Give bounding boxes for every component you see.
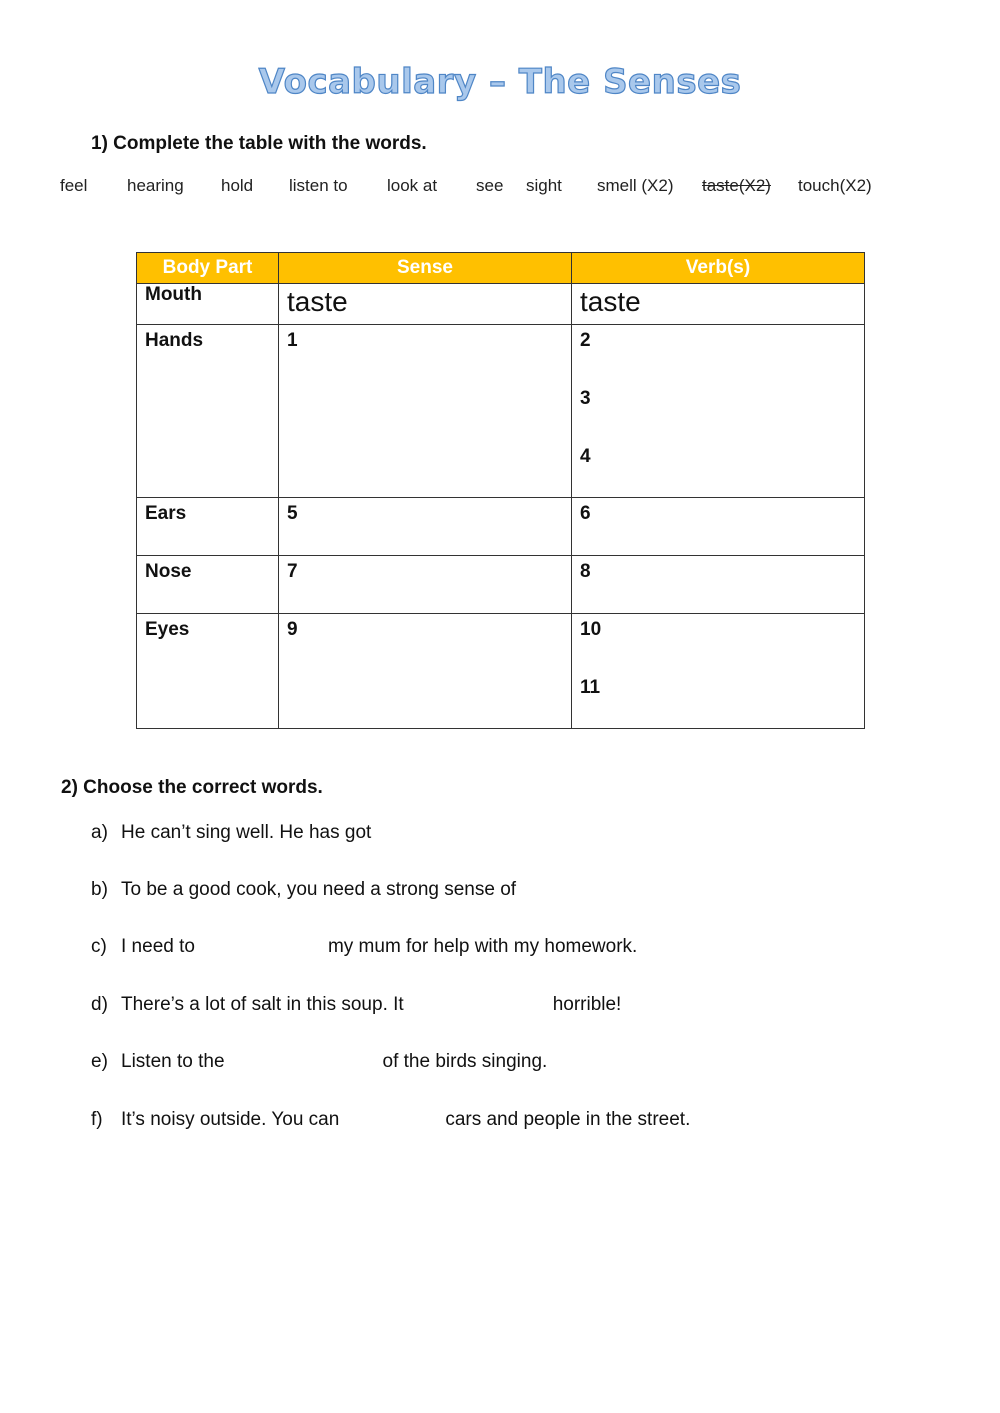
header-verbs: Verb(s) [572, 253, 865, 284]
page-title: Vocabulary – The Senses [258, 62, 742, 102]
verb-cell [572, 556, 865, 614]
question-letter: e) [91, 1051, 108, 1072]
header-sense: Sense [279, 253, 572, 284]
question-text-end: of the birds singing. [382, 1051, 548, 1072]
question-text: He can’t sing well. He has got [121, 822, 372, 843]
question-letter: a) [91, 822, 108, 843]
sense-cell [279, 498, 572, 556]
body-part-label: Nose [145, 561, 192, 582]
word-bank-item: hold [221, 176, 254, 195]
body-part-cell [137, 325, 279, 498]
answer-slot[interactable]: 9 [287, 619, 298, 640]
body-part-label: Hands [145, 330, 204, 351]
question-text-end: cars and people in the street. [445, 1109, 691, 1130]
question-item [91, 936, 637, 958]
question-text-end: horrible! [552, 994, 622, 1015]
answer-slot[interactable]: 4 [580, 446, 591, 467]
word-bank-item: see [476, 176, 504, 195]
question-item [91, 1109, 690, 1131]
answer-slot[interactable]: 7 [287, 561, 298, 582]
answer-slot[interactable]: 3 [580, 388, 591, 409]
question-letter: d) [91, 994, 108, 1015]
question-text: To be a good cook, you need a strong sense of [121, 879, 517, 900]
word-bank-item-crossed-out: taste(X2) [702, 176, 771, 195]
senses-table [136, 252, 865, 729]
table-row-mouth [137, 284, 865, 325]
verb-cell [572, 325, 865, 498]
table-row-nose [137, 556, 865, 614]
sense-cell [279, 325, 572, 498]
verb-cell [572, 498, 865, 556]
table-row-ears [137, 498, 865, 556]
question-item [91, 1051, 547, 1073]
question-letter: c) [91, 936, 107, 957]
body-part-cell [137, 498, 279, 556]
verb-cell [572, 614, 865, 729]
body-part-label: Eyes [145, 619, 190, 640]
answer-slot[interactable]: 10 [580, 619, 602, 640]
question-text: There’s a lot of salt in this soup. It [121, 994, 404, 1015]
sense-cell [279, 614, 572, 729]
question-item [91, 879, 516, 901]
answer-slot[interactable]: 5 [287, 503, 298, 524]
word-bank-item: listen to [289, 176, 348, 195]
body-part-label: Ears [145, 503, 187, 524]
question-item [91, 994, 621, 1016]
question-text: It’s noisy outside. You can [121, 1109, 340, 1130]
sense-cell [279, 556, 572, 614]
answer-slot[interactable]: 1 [287, 330, 298, 351]
answer-slot[interactable]: 11 [580, 677, 601, 698]
word-bank-item: look at [387, 176, 438, 195]
word-bank-item: hearing [127, 176, 184, 195]
table-header-row [137, 253, 865, 284]
question-text-end: my mum for help with my homework. [327, 936, 638, 957]
section2-heading: 2) Choose the correct words. [61, 777, 323, 798]
verb-cell: taste [572, 284, 865, 325]
table-row-hands [137, 325, 865, 498]
sense-cell: taste [279, 284, 572, 325]
word-bank-item: touch(X2) [798, 176, 872, 195]
word-bank-item: sight [526, 176, 562, 195]
question-text: Listen to the [121, 1051, 225, 1072]
body-part-cell [137, 556, 279, 614]
header-body-part: Body Part [137, 253, 279, 284]
question-item [91, 822, 371, 844]
answer-slot[interactable]: 6 [580, 503, 591, 524]
answer-slot[interactable]: 2 [580, 330, 591, 351]
word-bank-item: smell (X2) [597, 176, 674, 195]
answer-slot[interactable]: 8 [580, 561, 591, 582]
section1-heading: 1) Complete the table with the words. [91, 133, 427, 154]
body-part-cell: Mouth [137, 284, 279, 325]
question-text: I need to [121, 936, 195, 957]
question-letter: f) [91, 1109, 103, 1130]
body-part-cell [137, 614, 279, 729]
table-row-eyes [137, 614, 865, 729]
question-letter: b) [91, 879, 108, 900]
word-bank-item: feel [60, 176, 88, 195]
